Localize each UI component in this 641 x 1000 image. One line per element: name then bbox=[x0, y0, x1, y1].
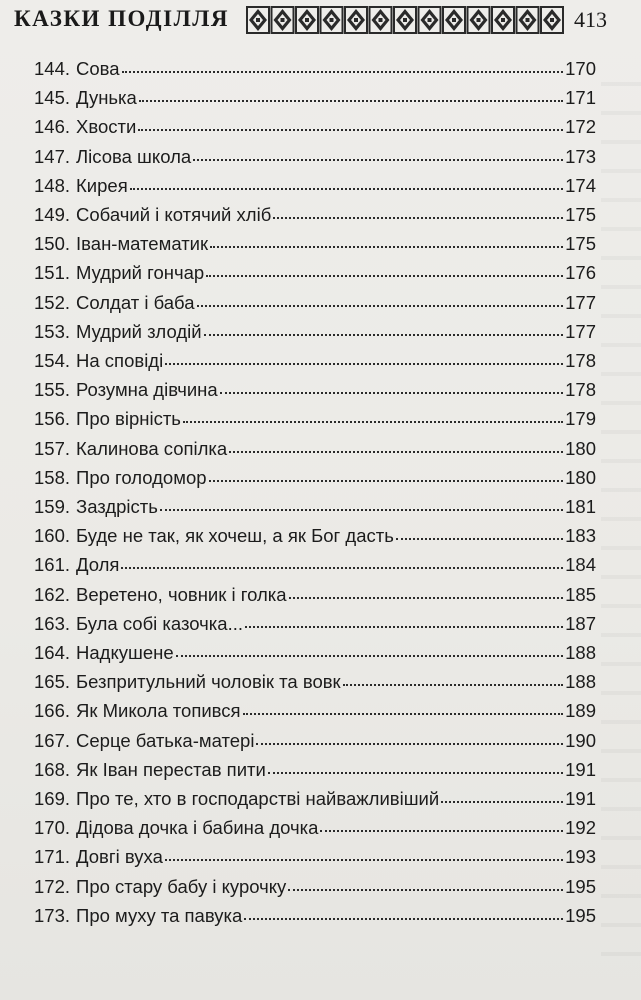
toc-entry-number: 151. bbox=[34, 262, 71, 284]
dot-leader bbox=[138, 128, 563, 131]
toc-entry bbox=[34, 584, 596, 611]
toc-entry bbox=[34, 730, 596, 757]
toc-entry-number: 171. bbox=[34, 846, 71, 868]
toc-entry bbox=[34, 788, 596, 815]
toc-entry-title: Безпритульний чоловік та вовк bbox=[76, 671, 341, 693]
toc-entry bbox=[34, 642, 596, 669]
toc-entry bbox=[34, 379, 596, 406]
dot-leader bbox=[220, 391, 563, 394]
dot-leader bbox=[193, 158, 563, 161]
toc-entry-number: 162. bbox=[34, 583, 71, 605]
toc-entry bbox=[34, 613, 596, 640]
toc-entry bbox=[34, 87, 596, 114]
toc-entry-page: 178 bbox=[565, 350, 596, 371]
toc-entry-title: Дунька bbox=[76, 87, 137, 109]
toc-entry-page: 192 bbox=[565, 817, 596, 839]
toc-entry-number: 168. bbox=[34, 758, 71, 780]
toc-entry-title: Іван-математик bbox=[76, 233, 209, 255]
toc-entry-number: 158. bbox=[34, 466, 71, 488]
toc-entry-number: 157. bbox=[34, 437, 71, 459]
toc-entry-page: 181 bbox=[565, 496, 596, 517]
toc-entry-number: 167. bbox=[34, 729, 71, 751]
toc-entry bbox=[34, 759, 596, 786]
dot-leader bbox=[197, 304, 564, 307]
toc-entry-page: 171 bbox=[565, 87, 596, 109]
toc-entry-page: 191 bbox=[565, 788, 596, 809]
toc-entry-number: 164. bbox=[34, 642, 71, 663]
toc-entry-title: Як Микола топився bbox=[76, 700, 241, 722]
toc-entry-number: 153. bbox=[34, 320, 71, 342]
toc-entry-title: Калинова сопілка bbox=[76, 437, 228, 459]
toc-entry-title: Хвости bbox=[76, 116, 137, 138]
dot-leader bbox=[209, 479, 564, 482]
toc-entry-page: 184 bbox=[565, 554, 596, 576]
toc-entry-page: 187 bbox=[565, 612, 596, 634]
running-header bbox=[0, 0, 641, 40]
toc-entry bbox=[34, 525, 596, 552]
toc-entry bbox=[34, 671, 596, 698]
toc-entry-number: 144. bbox=[34, 58, 71, 79]
toc-entry bbox=[34, 408, 596, 435]
dot-leader bbox=[206, 274, 563, 277]
toc-entry-page: 180 bbox=[565, 437, 596, 459]
toc-entry bbox=[34, 350, 596, 377]
dot-leader bbox=[165, 362, 563, 365]
toc-entry-title: Як Іван перестав пити bbox=[76, 758, 266, 780]
toc-entry-number: 145. bbox=[34, 87, 71, 109]
toc-entry bbox=[34, 204, 596, 231]
toc-entry bbox=[34, 905, 596, 932]
toc-entry-title: Була собі казочка... bbox=[76, 612, 243, 634]
toc-entry bbox=[34, 467, 596, 494]
toc-entry-page: 185 bbox=[565, 583, 596, 605]
toc-entry bbox=[34, 58, 596, 85]
toc-entry-title: Сова bbox=[76, 58, 120, 79]
toc-entry-page: 172 bbox=[565, 116, 596, 138]
toc-entry-page: 175 bbox=[565, 233, 596, 255]
show-through-text bbox=[601, 60, 641, 960]
toc-entry-page: 189 bbox=[565, 700, 596, 722]
toc-entry bbox=[34, 496, 596, 523]
toc-entry-number: 147. bbox=[34, 145, 71, 167]
toc-entry-number: 152. bbox=[34, 291, 71, 313]
toc-entry bbox=[34, 700, 596, 727]
dot-leader bbox=[268, 771, 563, 774]
dot-leader bbox=[288, 888, 563, 891]
dot-leader bbox=[121, 566, 563, 569]
toc-entry-number: 149. bbox=[34, 204, 71, 225]
toc-entry-page: 179 bbox=[565, 408, 596, 430]
dot-leader bbox=[396, 537, 563, 540]
toc-entry-number: 155. bbox=[34, 379, 71, 401]
dot-leader bbox=[165, 858, 563, 861]
toc-entry-number: 169. bbox=[34, 788, 71, 809]
dot-leader bbox=[320, 829, 563, 832]
dot-leader bbox=[289, 596, 564, 599]
toc-entry-title: Довгі вуха bbox=[76, 846, 163, 868]
toc-entry-page: 195 bbox=[565, 875, 596, 897]
ornament-border bbox=[246, 6, 564, 34]
toc-entry-title: Солдат і баба bbox=[76, 291, 195, 313]
toc-entry-page: 176 bbox=[565, 262, 596, 284]
toc-entry-page: 177 bbox=[565, 291, 596, 313]
toc-entry-number: 156. bbox=[34, 408, 71, 430]
toc-entry-title: Доля bbox=[76, 554, 120, 576]
dot-leader bbox=[183, 420, 563, 423]
toc-entry-number: 163. bbox=[34, 612, 71, 634]
dot-leader bbox=[243, 712, 564, 715]
toc-entry-title: Мудрий злодій bbox=[76, 320, 202, 342]
toc-entry-number: 148. bbox=[34, 174, 71, 196]
toc-entry-title: Про те, хто в господарстві найважливіший bbox=[76, 788, 440, 809]
toc-entry bbox=[34, 876, 596, 903]
toc-entry-title: Дідова дочка і бабина дочка bbox=[76, 817, 319, 839]
toc-entry-title: Мудрий гончар bbox=[76, 262, 205, 284]
toc-entry bbox=[34, 321, 596, 348]
header-title: КАЗКИ ПОДІЛЛЯ bbox=[14, 6, 229, 31]
toc-entry-title: Розумна дівчина bbox=[76, 379, 218, 401]
toc-entry-number: 160. bbox=[34, 525, 71, 547]
toc-entry-title: Собачий і котячий хліб bbox=[76, 204, 272, 225]
toc-entry-number: 172. bbox=[34, 875, 71, 897]
toc-entry-title: Про стару бабу і курочку bbox=[76, 875, 287, 897]
dot-leader bbox=[176, 654, 563, 657]
toc-entry bbox=[34, 233, 596, 260]
toc-entry-title: Про голодомор bbox=[76, 466, 207, 488]
toc-entry-number: 173. bbox=[34, 904, 71, 926]
dot-leader bbox=[229, 450, 563, 453]
dot-leader bbox=[204, 333, 564, 336]
toc-entry bbox=[34, 146, 596, 173]
toc-entry-number: 165. bbox=[34, 671, 71, 693]
toc-entry-title: Кирея bbox=[76, 174, 128, 196]
toc-entry-page: 174 bbox=[565, 174, 596, 196]
toc-entry-number: 150. bbox=[34, 233, 71, 255]
dot-leader bbox=[244, 917, 563, 920]
toc-entry bbox=[34, 262, 596, 289]
dot-leader bbox=[160, 508, 563, 511]
toc-entry-title: На сповіді bbox=[76, 350, 164, 371]
toc-entry-page: 170 bbox=[565, 58, 596, 79]
toc-entry-page: 183 bbox=[565, 525, 596, 547]
toc-entry-page: 177 bbox=[565, 320, 596, 342]
toc-entry-number: 154. bbox=[34, 350, 71, 371]
toc-entry-page: 173 bbox=[565, 145, 596, 167]
page-number: 413 bbox=[574, 7, 607, 32]
dot-leader bbox=[245, 625, 563, 628]
toc-entry-page: 188 bbox=[565, 642, 596, 663]
toc-entry-number: 159. bbox=[34, 496, 71, 517]
toc-entry-title: Лісова школа bbox=[76, 145, 192, 167]
toc-entry-page: 180 bbox=[565, 466, 596, 488]
toc-entry-title: Про муху та павука bbox=[76, 904, 243, 926]
toc-entry-title: Заздрість bbox=[76, 496, 158, 517]
toc-entry-number: 166. bbox=[34, 700, 71, 722]
dot-leader bbox=[210, 245, 563, 248]
dot-leader bbox=[256, 742, 563, 745]
dot-leader bbox=[441, 800, 563, 803]
toc-entry-page: 195 bbox=[565, 904, 596, 926]
toc-entry bbox=[34, 116, 596, 143]
toc-entry-number: 146. bbox=[34, 116, 71, 138]
toc-entry-number: 170. bbox=[34, 817, 71, 839]
dot-leader bbox=[130, 187, 563, 190]
toc-entry-title: Надкушене bbox=[76, 642, 174, 663]
toc-entry bbox=[34, 554, 596, 581]
toc-entry-title: Веретено, човник і голка bbox=[76, 583, 287, 605]
toc-entry bbox=[34, 438, 596, 465]
toc-entry-title: Про вірність bbox=[76, 408, 181, 430]
toc-entry bbox=[34, 175, 596, 202]
dot-leader bbox=[122, 70, 564, 73]
toc-entry bbox=[34, 846, 596, 873]
toc-entry-page: 175 bbox=[565, 204, 596, 225]
toc-entry-page: 193 bbox=[565, 846, 596, 868]
toc-entry-page: 191 bbox=[565, 758, 596, 780]
toc-entry-title: Буде не так, як хочеш, а як Бог дасть bbox=[76, 525, 394, 547]
dot-leader bbox=[139, 99, 563, 102]
toc-entry bbox=[34, 817, 596, 844]
toc-entry bbox=[34, 292, 596, 319]
dot-leader bbox=[343, 683, 563, 686]
toc-entry-number: 161. bbox=[34, 554, 71, 576]
toc-entry-page: 190 bbox=[565, 729, 596, 751]
toc-entry-page: 188 bbox=[565, 671, 596, 693]
toc-entry-page: 178 bbox=[565, 379, 596, 401]
dot-leader bbox=[273, 216, 563, 219]
toc-entry-title: Серце батька-матері bbox=[76, 729, 255, 751]
